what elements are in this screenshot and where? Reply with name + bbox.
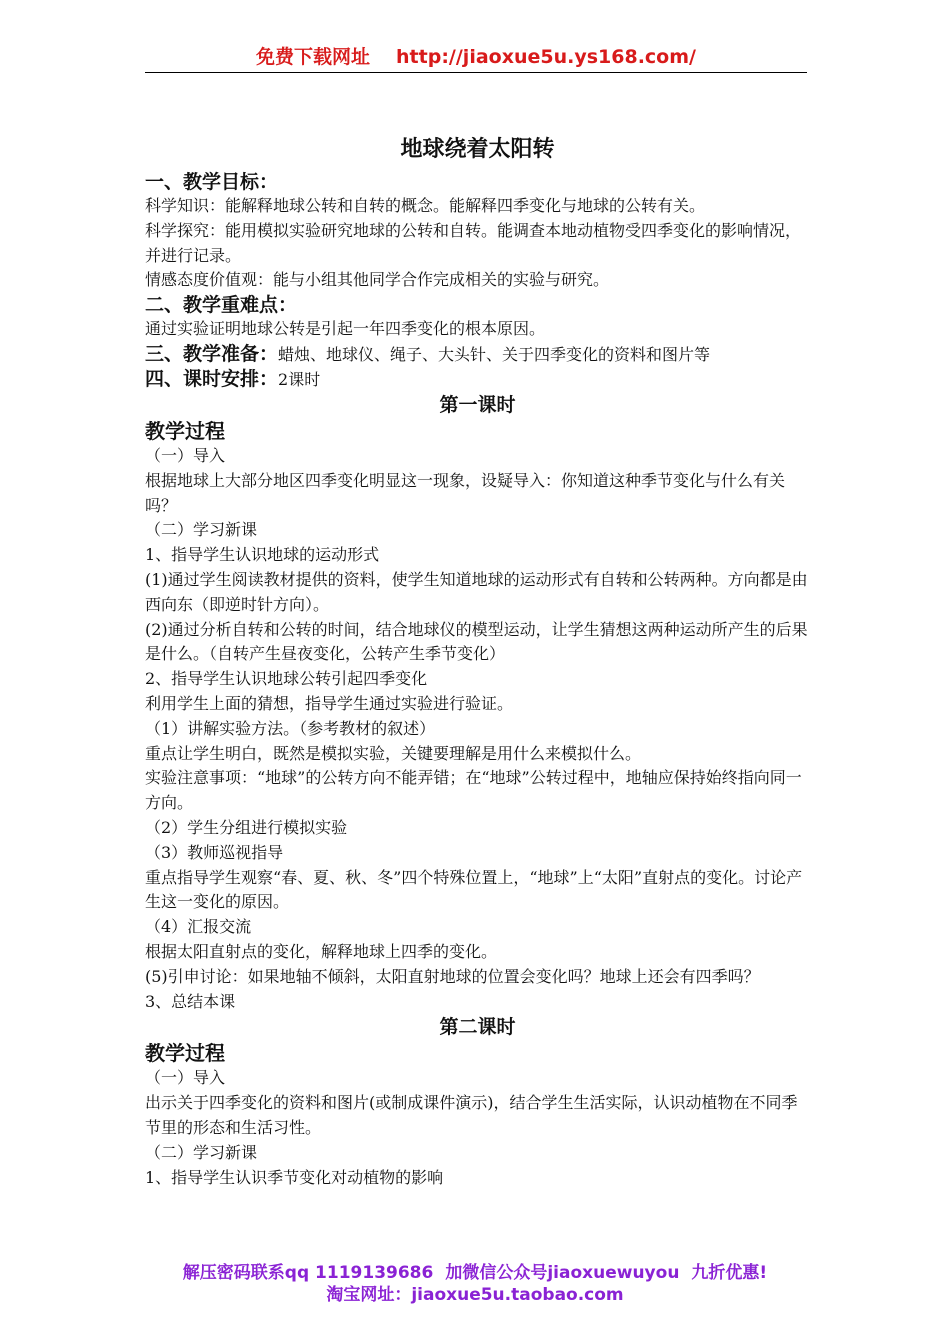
lesson1-line: 利用学生上面的猜想，指导学生通过实验进行验证。 bbox=[145, 693, 514, 713]
lesson1-line: （3）教师巡视指导 bbox=[145, 842, 284, 862]
lesson1-line: (2)通过分析自转和公转的时间，结合地球仪的模型运动，让学生猜想这两种运动所产生的后果是什么。（自转产生昼夜变化，公转产生季节变化） bbox=[145, 619, 808, 664]
lesson2-process-heading: 教学过程 bbox=[145, 1041, 225, 1066]
document-title: 地球绕着太阳转 bbox=[400, 136, 555, 162]
schedule-text: 2课时 bbox=[278, 369, 321, 389]
lesson1-line: （4）汇报交流 bbox=[145, 917, 252, 937]
lesson1-line: 重点指导学生观察“春、夏、秋、冬”四个特殊位置上，“地球”上“太阳”直射点的变化。讨论产生这一变化的原因。 bbox=[145, 867, 803, 912]
header-url[interactable]: http://jiaoxue5u.ys168.com/ bbox=[396, 46, 696, 68]
difficulty-heading: 二、教学重难点： bbox=[145, 294, 298, 317]
goals-heading: 一、教学目标： bbox=[145, 171, 279, 193]
schedule-line bbox=[145, 367, 810, 392]
prep-heading: 三、教学准备： bbox=[145, 342, 279, 365]
footer-taobao[interactable]: 淘宝网址：jiaoxue5u.taobao.com bbox=[326, 1285, 624, 1305]
lesson1-line: （1）讲解实验方法。（参考教材的叙述） bbox=[145, 718, 436, 738]
lesson1-line: (1)通过学生阅读教材提供的资料，使学生知道地球的运动形式有自转和公转两种。方向都是由西向东（即逆时针方向）。 bbox=[145, 569, 808, 614]
difficulty-text: 通过实验证明地球公转是引起一年四季变化的根本原因。 bbox=[145, 319, 546, 339]
page-header bbox=[145, 44, 807, 73]
lesson1-line: （一）导入 bbox=[145, 445, 226, 465]
lesson1-line: (5)引申讨论：如果地轴不倾斜，太阳直射地球的位置会变化吗？地球上还会有四季吗？ bbox=[145, 966, 760, 986]
lesson1-process-heading: 教学过程 bbox=[145, 418, 225, 443]
goal-line: 科学探究：能用模拟实验研究地球的公转和自转。能调查本地动植物受四季变化的影响情况，并进行记录。 bbox=[145, 220, 802, 265]
lesson2-line: 1、指导学生认识季节变化对动植物的影响 bbox=[145, 1167, 444, 1187]
lesson1-line: 1、指导学生认识地球的运动形式 bbox=[145, 545, 380, 565]
lesson2-line: （一）导入 bbox=[145, 1068, 226, 1088]
prep-line bbox=[145, 342, 810, 367]
goal-line: 情感态度价值观：能与小组其他同学合作完成相关的实验与研究。 bbox=[145, 270, 610, 290]
lesson1-line: （2）学生分组进行模拟实验 bbox=[145, 817, 348, 837]
document-body bbox=[145, 132, 810, 1190]
lesson1-line: 根据地球上大部分地区四季变化明显这一现象，设疑导入：你知道这种季节变化与什么有关吗？ bbox=[145, 470, 786, 515]
goal-line: 科学知识：能解释地球公转和自转的概念。能解释四季变化与地球的公转有关。 bbox=[145, 196, 706, 215]
footer-wechat: 加微信公众号jiaoxuewuyou bbox=[445, 1263, 680, 1283]
lesson2-line: （二）学习新课 bbox=[145, 1142, 258, 1162]
lesson1-line: 根据太阳直射点的变化，解释地球上四季的变化。 bbox=[145, 941, 498, 961]
footer-qq: 解压密码联系qq 1119139686 bbox=[182, 1263, 434, 1283]
lesson1-line: 重点让学生明白，既然是模拟实验，关键要理解是用什么来模拟什么。 bbox=[145, 743, 642, 763]
lesson2-line: 出示关于四季变化的资料和图片(或制成课件演示)，结合学生生活实际，认识动植物在不同季节里的形态和生活习性。 bbox=[145, 1093, 798, 1137]
lesson1-line: （二）学习新课 bbox=[145, 520, 258, 540]
prep-text: 蜡烛、地球仪、绳子、大头针、关于四季变化的资料和图片等 bbox=[278, 344, 711, 364]
footer-line-1 bbox=[0, 1262, 950, 1284]
lesson1-line: 实验注意事项：“地球”的公转方向不能弄错；在“地球”公转过程中，地轴应保持始终指向同一方向。 bbox=[145, 768, 802, 813]
page-footer bbox=[0, 1262, 950, 1306]
lesson1-title: 第一课时 bbox=[439, 393, 516, 416]
lesson1-line: 2、指导学生认识地球公转引起四季变化 bbox=[145, 669, 428, 689]
lesson2-title: 第二课时 bbox=[439, 1016, 516, 1039]
lesson1-line: 3、总结本课 bbox=[145, 991, 236, 1011]
header-label: 免费下载网址 bbox=[256, 46, 371, 68]
footer-discount: 九折优惠! bbox=[691, 1263, 768, 1283]
schedule-heading: 四、课时安排： bbox=[145, 367, 279, 390]
